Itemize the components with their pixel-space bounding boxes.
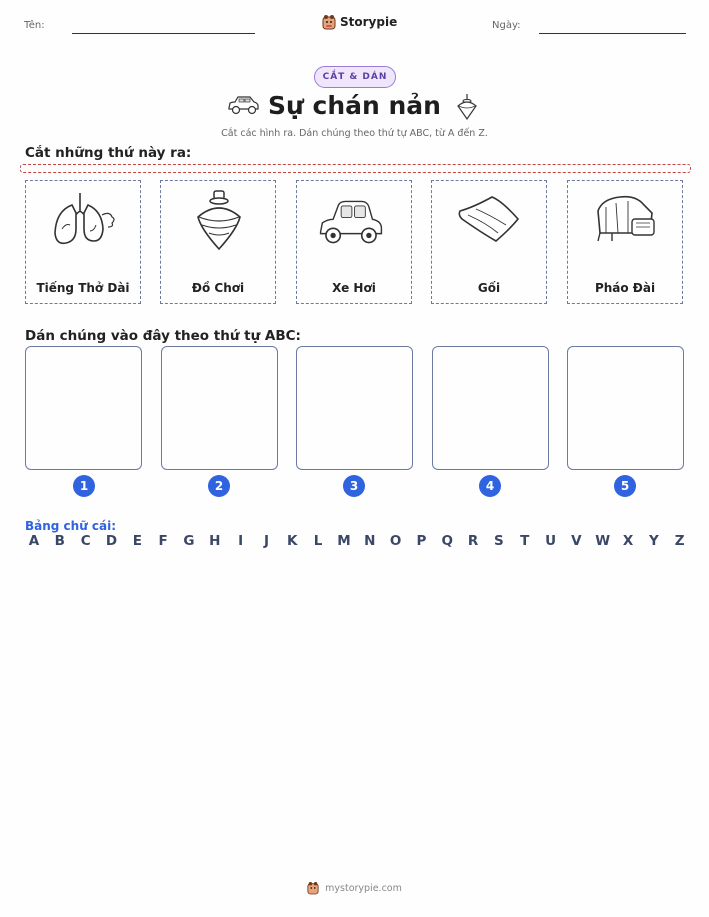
alphabet-letter: O [389, 533, 402, 549]
alphabet-letter: E [132, 533, 142, 549]
name-label: Tên: [24, 20, 45, 31]
alphabet-letter: U [545, 533, 557, 549]
cut-heading: Cắt những thứ này ra: [25, 145, 192, 161]
alphabet-letter: H [209, 533, 221, 549]
footer [0, 881, 709, 895]
alphabet-letter: M [337, 533, 351, 549]
order-number: 2 [208, 475, 230, 497]
date-line[interactable] [539, 33, 686, 34]
footer-site[interactable]: mystorypie.com [325, 882, 402, 894]
pillow-icon [456, 189, 524, 255]
alphabet-letter: W [595, 533, 611, 549]
alphabet-letter: X [622, 533, 634, 549]
alphabet-letter: K [287, 533, 298, 549]
paste-box[interactable] [296, 346, 413, 470]
alphabet-letter: J [263, 533, 269, 549]
alphabet-letter: G [183, 533, 195, 549]
alphabet-letter: A [28, 533, 40, 549]
cut-card[interactable] [296, 180, 412, 304]
brand-name: Storypie [340, 15, 398, 29]
instructions: Cắt các hình ra. Dán chúng theo thứ tự ABC, từ A đến Z. [221, 128, 488, 139]
card-label: Gối [477, 281, 501, 295]
cut-card[interactable] [431, 180, 547, 304]
order-number: 4 [479, 475, 501, 497]
alphabet-letter: T [520, 533, 530, 549]
card-label: Tiếng Thở Dài [36, 281, 130, 295]
card-label: Pháo Đài [594, 281, 656, 295]
mascot-icon [322, 14, 336, 30]
alphabet-letter: Z [674, 533, 685, 549]
order-number: 3 [343, 475, 365, 497]
alphabet-letter: C [80, 533, 91, 549]
paste-box[interactable] [25, 346, 142, 470]
paste-box[interactable] [432, 346, 549, 470]
order-number: 5 [614, 475, 636, 497]
order-number: 1 [73, 475, 95, 497]
cut-line [20, 164, 691, 173]
lungs-icon [50, 189, 118, 255]
brand-logo [322, 14, 397, 30]
mascot-icon [307, 881, 319, 895]
card-label: Xe Hơi [332, 281, 376, 295]
card-label: Đồ Chơi [191, 281, 245, 295]
car-icon [317, 189, 385, 255]
alphabet-letter: N [364, 533, 376, 549]
alphabet-letter: V [571, 533, 582, 549]
activity-tag: CẮT & DÁN [314, 66, 396, 88]
spinning-top-icon [456, 93, 478, 121]
paste-box[interactable] [161, 346, 278, 470]
paste-heading: Dán chúng vào đây theo thứ tự ABC: [25, 328, 301, 344]
alphabet-heading: Bảng chữ cái: [25, 519, 117, 533]
date-label: Ngày: [492, 20, 521, 31]
paste-box[interactable] [567, 346, 684, 470]
cut-card[interactable] [160, 180, 276, 304]
spinning-top-icon [185, 189, 253, 255]
alphabet-letter: D [105, 533, 118, 549]
blanket-fort-icon [592, 189, 660, 255]
cut-card[interactable] [567, 180, 683, 304]
alphabet-letter: P [416, 533, 427, 549]
alphabet-row [27, 533, 687, 549]
page-title: Sự chán nản [268, 91, 441, 120]
alphabet-letter: S [494, 533, 504, 549]
alphabet-letter: B [54, 533, 65, 549]
alphabet-letter: Y [648, 533, 659, 549]
cut-card[interactable] [25, 180, 141, 304]
alphabet-letter: F [158, 533, 168, 549]
alphabet-letter: Q [441, 533, 453, 549]
name-line[interactable] [72, 33, 255, 34]
alphabet-letter: L [313, 533, 323, 549]
alphabet-letter: R [467, 533, 479, 549]
alphabet-letter: I [238, 533, 244, 549]
